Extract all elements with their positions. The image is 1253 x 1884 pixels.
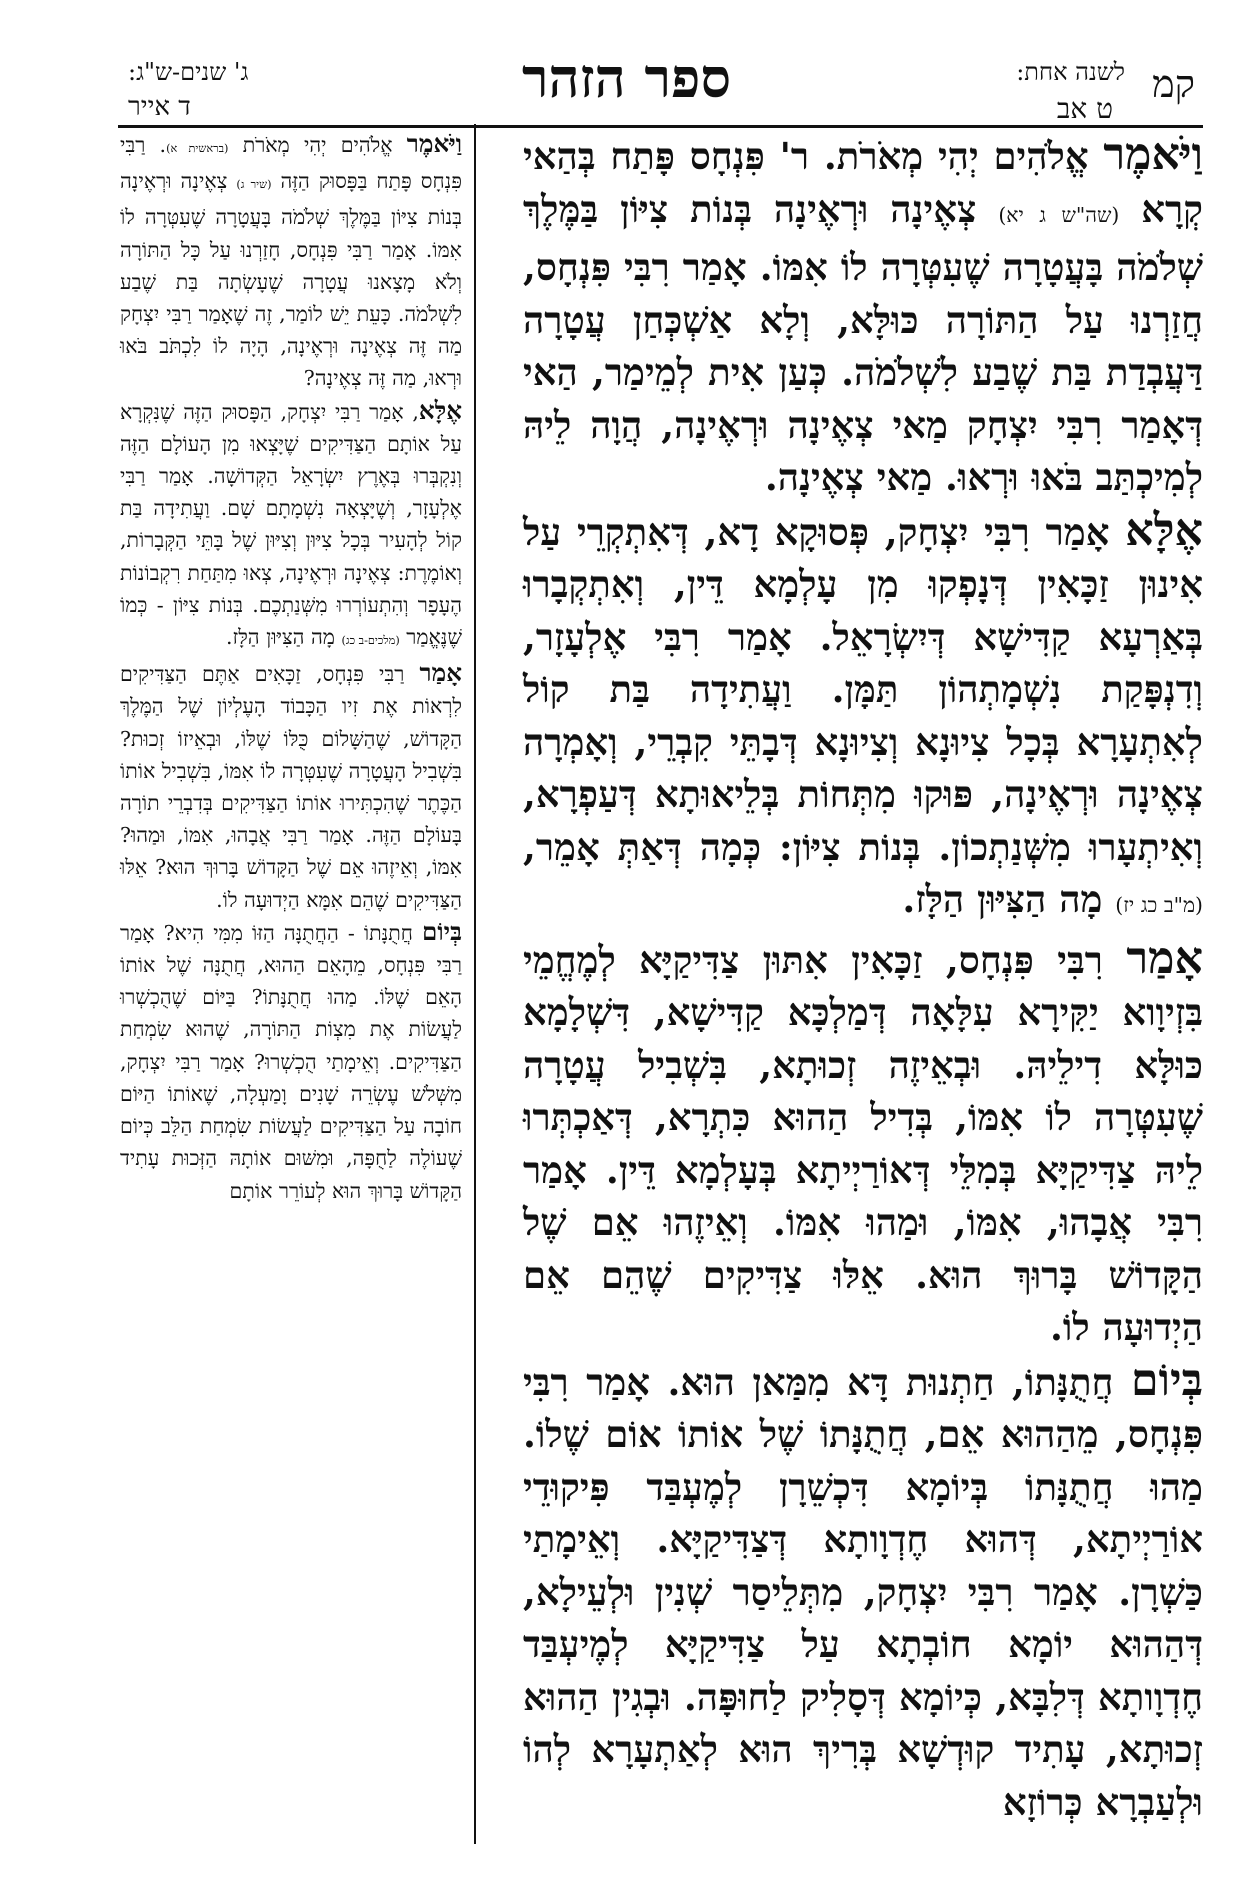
main-p2-opening-word: אֶלָּא xyxy=(1125,503,1203,556)
side-p1-text-b: . רַבִּי פִּנְחָס פָּתַח בַּפָּסוּק הַזֶּה xyxy=(120,133,462,194)
side-paragraph-3 xyxy=(120,657,462,916)
main-p1-reference: (שה"ש ג יא) xyxy=(998,202,1120,227)
main-p1-text-b: צְאֶינָה וּרְאֶינָה בְּנוֹת צִיּוֹן בַּמֶּלֶךְ שְׁלֹמֹה בָּעֲטָרָה שֶׁעִטְּרָה לוֹ אִמּוֹ. אָמַר רִבִּי פִּנְחָס, חֲזַרְנוּ עַל הַתּוֹרָה כּוּלָּא, וְלָא אַשְׁכְּחַן עֲטָרָה דַּעֲבְדַת בַּת שֶׁבַע לִשְׁלֹמֹה. כְּעַן אִית לְמֵימַר, הַאי דְּאָמַר רִבִּי יִצְחָק מַאי צְאֶינָה וּרְאֶינָה, הֲוָה לֵיהּ לְמִיכְתַּב בֹּאוּ וּרְאוּ. מַאי צְאֶינָה. xyxy=(523,186,1203,499)
side-paragraph-1 xyxy=(120,128,462,395)
main-p3-opening-word: אָמַר xyxy=(1126,931,1203,984)
side-p1-opening-word: וַיֹּאמֶר xyxy=(406,129,462,158)
side-p4-text: חֲתֻנָּתוֹ - הַחֲתֻנָּה הַזּוֹ מִמִּי הִיא? אָמַר רַבִּי פִּנְחָס, מֵהָאֵם הַהוּא, חֲתֻנָּה שֶׁל אוֹתוֹ הָאֵם שֶׁלּוֹ. מַהוּ חֲתֻנָּתוֹ? בַּיּוֹם שֶׁהֻכְשְׁרוּ לַעֲשׂוֹת אֶת מִצְוֹת הַתּוֹרָה, שֶׁהוּא שִׂמְחַת הַצַּדִּיקִים. וְאֵימָתַי הֻכְשְׁרוּ? אָמַר רַבִּי יִצְחָק, מִשְּׁלֹשׁ עֶשְׂרֵה שָׁנִים וָמַעְלָה, שֶׁאוֹתוֹ הַיּוֹם חוֹבָה עַל הַצַּדִּיקִים לַעֲשׂוֹת שִׂמְחַת הַלֵּב כְּיוֹם שֶׁעוֹלֶה לַחֻפָּה, וּמִשּׁוּם אוֹתָהּ הַזְּכוּת עָתִיד הַקָּדוֹשׁ בָּרוּךְ הוּא לְעוֹרֵר אוֹתָם xyxy=(120,920,462,1203)
side-p3-text: רַבִּי פִּנְחָס, זַכָּאִים אַתֶּם הַצַּדִּיקִים לִרְאוֹת אֶת זִיו הַכָּבוֹד הָעֶלְיוֹן שֶׁל הַמֶּלֶךְ הַקָּדוֹשׁ, שֶׁהַשָּׁלוֹם כֻּלּוֹ שֶׁלּוֹ, וּבְאֵיזוֹ זְכוּת? בִּשְׁבִיל הָעֲטָרָה שֶׁעִטְּרָה לוֹ אִמּוֹ, בִּשְׁבִיל אוֹתוֹ הַכֶּתֶר שֶׁהִכְתִּירוּ אוֹתוֹ הַצַּדִּיקִים בְּדִבְרֵי תוֹרָה בָּעוֹלָם הַזֶּה. אָמַר רַבִּי אֲבָהוּ, אִמּוֹ, וּמַהוּ? אִמּוֹ, וְאֵיזֶהוּ אֵם שֶׁל הַקָּדוֹשׁ בָּרוּךְ הוּא? אֵלּוּ הַצַּדִּיקִים שֶׁהֵם אִמָּא הַיְדוּעָה לוֹ. xyxy=(120,662,462,912)
side-p1-text-c: צְאֶינָה וּרְאֶינָה בְּנוֹת צִיּוֹן בַּמֶּלֶךְ שְׁלֹמֹה בָּעֲטָרָה שֶׁעִטְּרָה לוֹ אִמּוֹ. אָמַר רַבִּי פִּנְחָס, חָזַרְנוּ עַל כָּל הַתּוֹרָה וְלֹא מָצָאנוּ עֲטָרָה שֶׁעָשְׂתָה בַּת שֶׁבַע לִשְׁלֹמֹה. כָּעֵת יֵשׁ לוֹמַר, זֶה שֶׁאָמַר רַבִּי יִצְחָק מַה זֶּה צְאֶינָה וּרְאֶינָה, הָיָה לוֹ לִכְתֹּב בֹּאוּ וּרְאוּ, מַה זֶּה צְאֶינָה? xyxy=(120,169,462,391)
main-p2-text-end: מָה הַצִּיּוּן הַלָּז. xyxy=(902,877,1103,921)
main-p3-text: רִבִּי פִּנְחָס, זַכָּאִין אִתּוּן צַדִּיקַיָּא לְמֶחֱמֵי בִּזְיוָוא יַקִּירָא עִלָּאָה דְּמַלְכָּא קַדִּישָׁא, דִּשְׁלָמָא כּוּלָּא דִילֵיהּ. וּבְאֵיזֶה זְכוּתָא, בִּשְׁבִיל עֲטָרָה שֶׁעִטְּרָה לוֹ אִמּוֹ, בְּדִיל הַהוּא כִּתְרָא, דְּאַכְתְּרוּ לֵיהּ צַדִּיקַיָּא בְּמִלֵּי דְּאוֹרַיְיתָא בְּעָלְמָא דֵּין. אָמַר רִבִּי אֲבָהוּ, אִמּוֹ, וּמַהוּ אִמּוֹ. וְאֵיזֶהוּ אֵם שֶׁל הַקָּדוֹשׁ בָּרוּךְ הוּא. אֵלּוּ צַדִּיקִים שֶׁהֵם אֵם הַיְדוּעָה לוֹ. xyxy=(523,937,1203,1349)
main-p4-text: חֲתֻנָּתוֹ, חַתְנוּת דָּא מִמַּאן הוּא. אָמַר רִבִּי פִּנְחָס, מֵהַהוּא אֵם, חֲתֻנָּתוֹ שֶׁל אוֹתוֹ אוֹם שֶׁלוֹ. מַהוּ חֲתֻנָּתוֹ בְּיוֹמָא דִּכְשֵׁרָן לְמֶעְבַּד פִּיקוּדֵי אוֹרַיְיתָא, דְּהוּא חֶדְוָותָא דְּצַדִּיקַיָּא. וְאֵימָתַי כַּשְׁרָן. אָמַר רִבִּי יִצְחָק, מִתְּלֵיסַר שְׁנִין וּלְעֵילָא, דְּהַהוּא יוֹמָא חוֹבְתָא עַל צַדִּיקַיָּא לְמֶיעְבַּד חֶדְוָותָא דְּלִבָּא, כְּיוֹמָא דְּסָלִיק לַחוּפָּה. וּבְגִין הַהוּא זְכוּתָא, עָתִיד קוּדְשָׁא בְּרִיךְ הוּא לְאַתְעָרָא לְהוֹ וּלְעַבְרָא כְּרוֹזָא xyxy=(523,1359,1203,1824)
side-p2-text: , אָמַר רַבִּי יִצְחָק, הַפָּסוּק הַזֶּה שֶׁנִּקְרָא עַל אוֹתָם הַצַּדִּיקִים שֶׁיָּצְאוּ מִן הָעוֹלָם הַזֶּה וְנִקְבְּרוּ בְּאֶרֶץ יִשְׂרָאֵל הַקְּדוֹשָׁה. אָמַר רַבִּי אֶלְעָזָר, וְשֶׁיָּצְאָה נִשְׁמָתָם שָׁם. וַעֲתִידָה בַּת קוֹל לְהָעִיר בְּכָל צִיּוּן וְצִיּוּן שֶׁל בָּתֵּי הַקְּבָרוֹת, וְאוֹמֶרֶת: צְאֶינָה וּרְאֶינָה, צְאוּ מִתַּחַת רִקְבוֹנוֹת הֶעָפָר וְהִתְעוֹרְרוּ מִשְּׁנַתְכֶם. בְּנוֹת צִיּוֹן - כְּמוֹ שֶׁנֶּאֱמַר xyxy=(120,399,462,650)
main-p1-text-a: אֱלֹהִים יְהִי מְאֹרֹת. ר' פִּנְחָס פָּתַח בְּהַאי קְרָא xyxy=(523,134,1203,231)
side-paragraph-4 xyxy=(120,916,462,1207)
study-schedule-three-years: ג' שנים-ש"ג: xyxy=(128,58,249,86)
main-p4-opening-word: בְּיוֹם xyxy=(1130,1353,1203,1406)
page-header xyxy=(0,0,1253,125)
hebrew-translation-column xyxy=(120,128,462,1207)
main-paragraph-3 xyxy=(523,932,1203,1354)
side-p1-reference-2: (שיר ג) xyxy=(236,178,272,192)
main-p2-text: אָמַר רִבִּי יִצְחָק, פְּסוּקָא דָא, דְּאִתְקְרֵי עַל אִינוּן זַכָּאִין דְּנָפְקוּ מִן עָלְמָא דֵּין, וְאִתְקְבָרוּ בְּאַרְעָא קַדִּישָׁא דְּיִשְׂרָאֵל. אָמַר רִבִּי אֶלְעָזָר, וְדִנְפָּקַת נִשְׁמָתְהוֹן תַּמָּן. וַעֲתִידָה בַּת קוֹל לְאִתְעָרָא בְּכָל צִיוּנָא וְצִיוּנָא דְּבָתֵּי קִבְרֵי, וְאָמְרָה צְאֶינָה וּרְאֶינָה, פּוּקוּ מִתְּחוֹת בְּלֵיאוּתָא דְּעַפְרָא, וְאִיתְעָרוּ מִשְּׁנַתְכוֹן. בְּנוֹת צִיּוֹן: כְּמָה דְּאַתְּ אָמֵר, xyxy=(523,509,1203,869)
page-number: קמ xyxy=(1152,62,1195,106)
column-divider xyxy=(474,124,476,1844)
side-paragraph-2 xyxy=(120,395,462,658)
study-date-right: ט אב xyxy=(1056,92,1113,125)
main-paragraph-2 xyxy=(523,504,1203,932)
main-p2-reference: (מ"ב כג יז) xyxy=(1115,893,1203,917)
side-p2-text-end: מָה הַצִּיּוּן הַלָּז. xyxy=(225,625,335,650)
main-paragraph-4 xyxy=(523,1354,1203,1829)
study-date-left: ד אייר xyxy=(128,92,191,122)
aramaic-main-column xyxy=(523,128,1203,1828)
side-p3-opening-word: אָמַר xyxy=(419,658,462,688)
main-p1-opening-word: וַיֹּאמֶר xyxy=(1103,128,1203,180)
book-title: ספר הזהר xyxy=(521,46,732,110)
side-p4-opening-word: בְּיוֹם xyxy=(422,916,462,946)
main-paragraph-1 xyxy=(523,128,1203,504)
side-p2-reference: (מלכים-ב כג) xyxy=(341,634,400,648)
side-p1-reference: (בראשית א) xyxy=(166,142,229,155)
side-p2-opening-word: אֶלָּא xyxy=(418,395,462,425)
side-p1-text-a: אֱלֹהִים יְהִי מְאֹרֹת xyxy=(242,133,393,157)
study-schedule-one-year: לשנה אחת: xyxy=(1016,58,1125,86)
